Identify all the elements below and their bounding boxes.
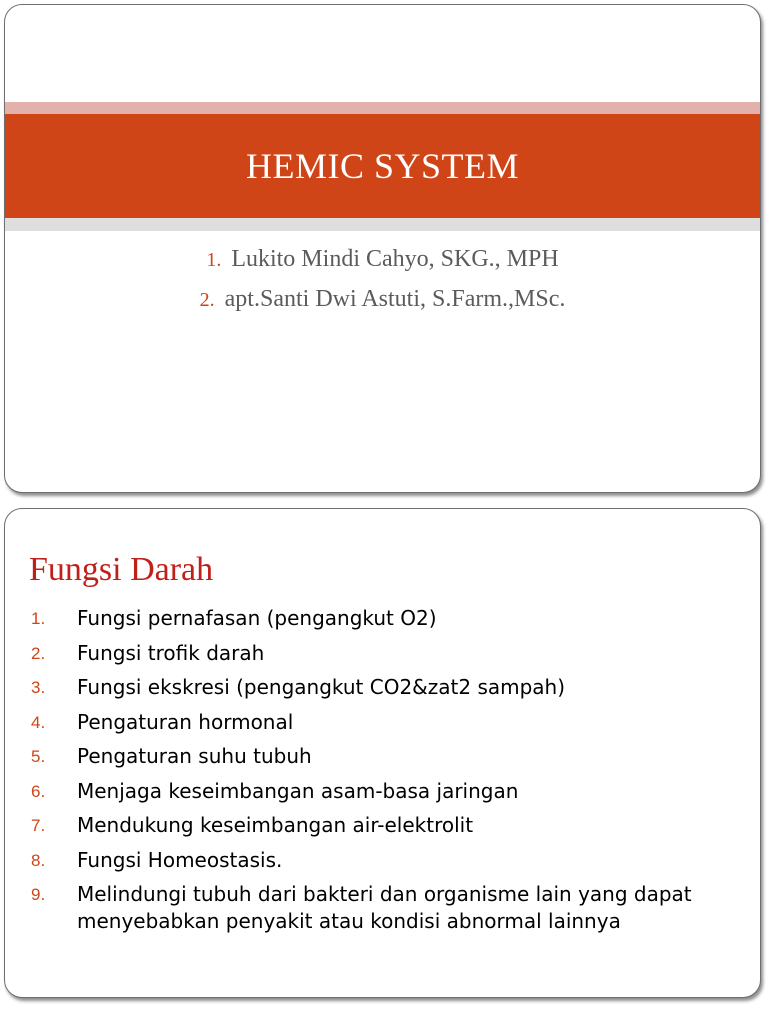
list-item — [31, 847, 751, 874]
list-item — [31, 778, 751, 805]
list-number: 1. — [31, 609, 46, 628]
list-text: Menjaga keseimbangan asam-basa jaringan — [77, 778, 519, 803]
author-list — [5, 239, 760, 319]
list-text: Fungsi Homeostasis. — [77, 847, 283, 872]
list-text: Melindungi tubuh dari bakteri dan organisme lain yang dapat menyebabkan penyakit atau kondisi abnormal lainnya — [77, 882, 692, 933]
slide-title: HEMIC SYSTEM — [245, 146, 520, 186]
author-number: 1. — [206, 249, 222, 271]
function-list — [31, 605, 751, 943]
list-text: Pengaturan hormonal — [77, 709, 294, 734]
list-number: 6. — [31, 781, 46, 801]
title-band-bottom-stripe — [5, 218, 760, 231]
author-item — [5, 239, 760, 279]
list-number: 7. — [31, 816, 46, 835]
list-item — [31, 743, 751, 770]
list-item — [31, 881, 751, 935]
list-item — [31, 674, 751, 701]
author-item — [5, 279, 760, 319]
content-slide — [4, 508, 761, 998]
list-text: Mendukung keseimbangan air-elektrolit — [77, 813, 474, 837]
author-number: 2. — [199, 289, 215, 311]
list-number: 4. — [31, 712, 46, 732]
list-text: Fungsi pernafasan (pengangkut O2) — [77, 606, 437, 630]
list-item — [31, 640, 751, 667]
list-number: 2. — [31, 643, 46, 663]
list-item — [31, 605, 751, 632]
title-band-top-stripe — [5, 102, 760, 114]
list-item — [31, 709, 751, 736]
list-item — [31, 812, 751, 839]
list-number: 3. — [31, 678, 46, 697]
list-number: 9. — [31, 885, 46, 904]
slide-heading: Fungsi Darah — [29, 551, 214, 588]
list-text: Fungsi ekskresi (pengangkut CO2&zat2 sampah) — [77, 675, 566, 699]
author-name: Lukito Mindi Cahyo, SKG., MPH — [231, 246, 559, 272]
title-slide — [4, 4, 761, 493]
list-text: Pengaturan suhu tubuh — [77, 744, 312, 768]
list-number: 8. — [31, 850, 46, 870]
list-text: Fungsi trofik darah — [77, 640, 265, 665]
list-number: 5. — [31, 747, 46, 766]
author-name: apt.Santi Dwi Astuti, S.Farm.,MSc. — [224, 286, 566, 312]
